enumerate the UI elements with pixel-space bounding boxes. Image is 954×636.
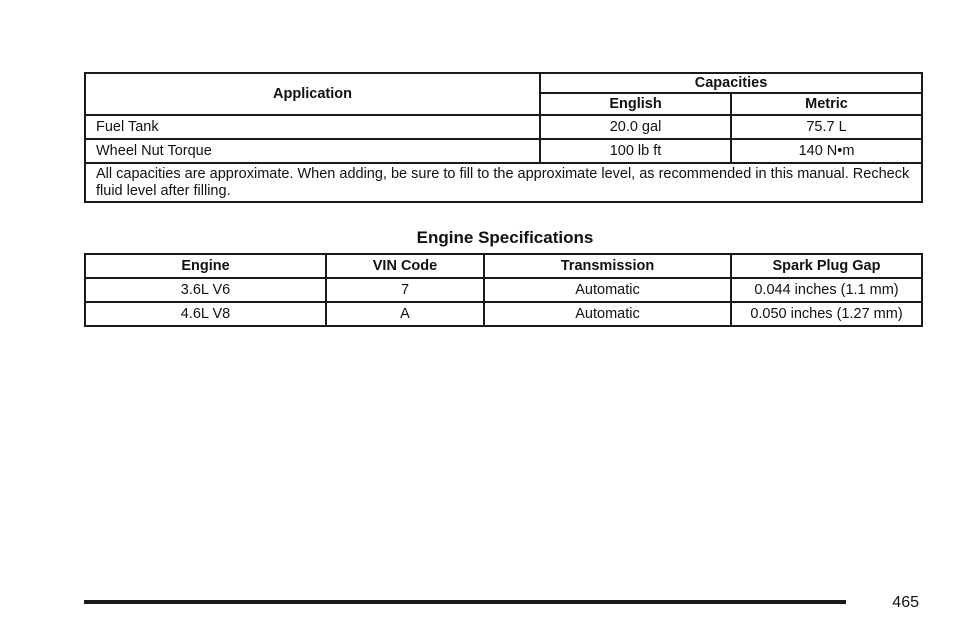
- table-row: [85, 115, 922, 139]
- page-number: 465: [892, 594, 919, 611]
- table-row: [85, 302, 922, 326]
- vin-code-cell: A: [326, 302, 484, 326]
- header-metric: Metric: [731, 93, 922, 115]
- capacities-note: All capacities are approximate. When adding, be sure to fill to the approximate level, as recommended in this manual. Recheck fluid level after filling.: [85, 163, 922, 202]
- metric-cell: 75.7 L: [731, 115, 922, 139]
- application-cell: Wheel Nut Torque: [85, 139, 540, 163]
- english-cell: 20.0 gal: [540, 115, 731, 139]
- header-application: Application: [85, 73, 540, 115]
- header-spark-plug-gap: Spark Plug Gap: [731, 254, 922, 278]
- engine-specs-table: [84, 253, 923, 327]
- header-engine: Engine: [85, 254, 326, 278]
- capacities-table: [84, 72, 923, 203]
- metric-cell: 140 N•m: [731, 139, 922, 163]
- application-cell: Fuel Tank: [85, 115, 540, 139]
- english-cell: 100 lb ft: [540, 139, 731, 163]
- table-row: [85, 278, 922, 302]
- header-capacities: Capacities: [540, 73, 922, 93]
- engine-specs-title: Engine Specifications: [416, 228, 594, 247]
- engine-cell: 4.6L V8: [85, 302, 326, 326]
- header-vin-code: VIN Code: [326, 254, 484, 278]
- transmission-cell: Automatic: [484, 302, 731, 326]
- header-english: English: [540, 93, 731, 115]
- header-transmission: Transmission: [484, 254, 731, 278]
- header-row: [85, 254, 922, 278]
- spark-plug-gap-cell: 0.050 inches (1.27 mm): [731, 302, 922, 326]
- vin-code-cell: 7: [326, 278, 484, 302]
- spark-plug-gap-cell: 0.044 inches (1.1 mm): [731, 278, 922, 302]
- transmission-cell: Automatic: [484, 278, 731, 302]
- footer-rule: [84, 600, 846, 604]
- note-row: [85, 163, 922, 202]
- table-row: [85, 139, 922, 163]
- engine-cell: 3.6L V6: [85, 278, 326, 302]
